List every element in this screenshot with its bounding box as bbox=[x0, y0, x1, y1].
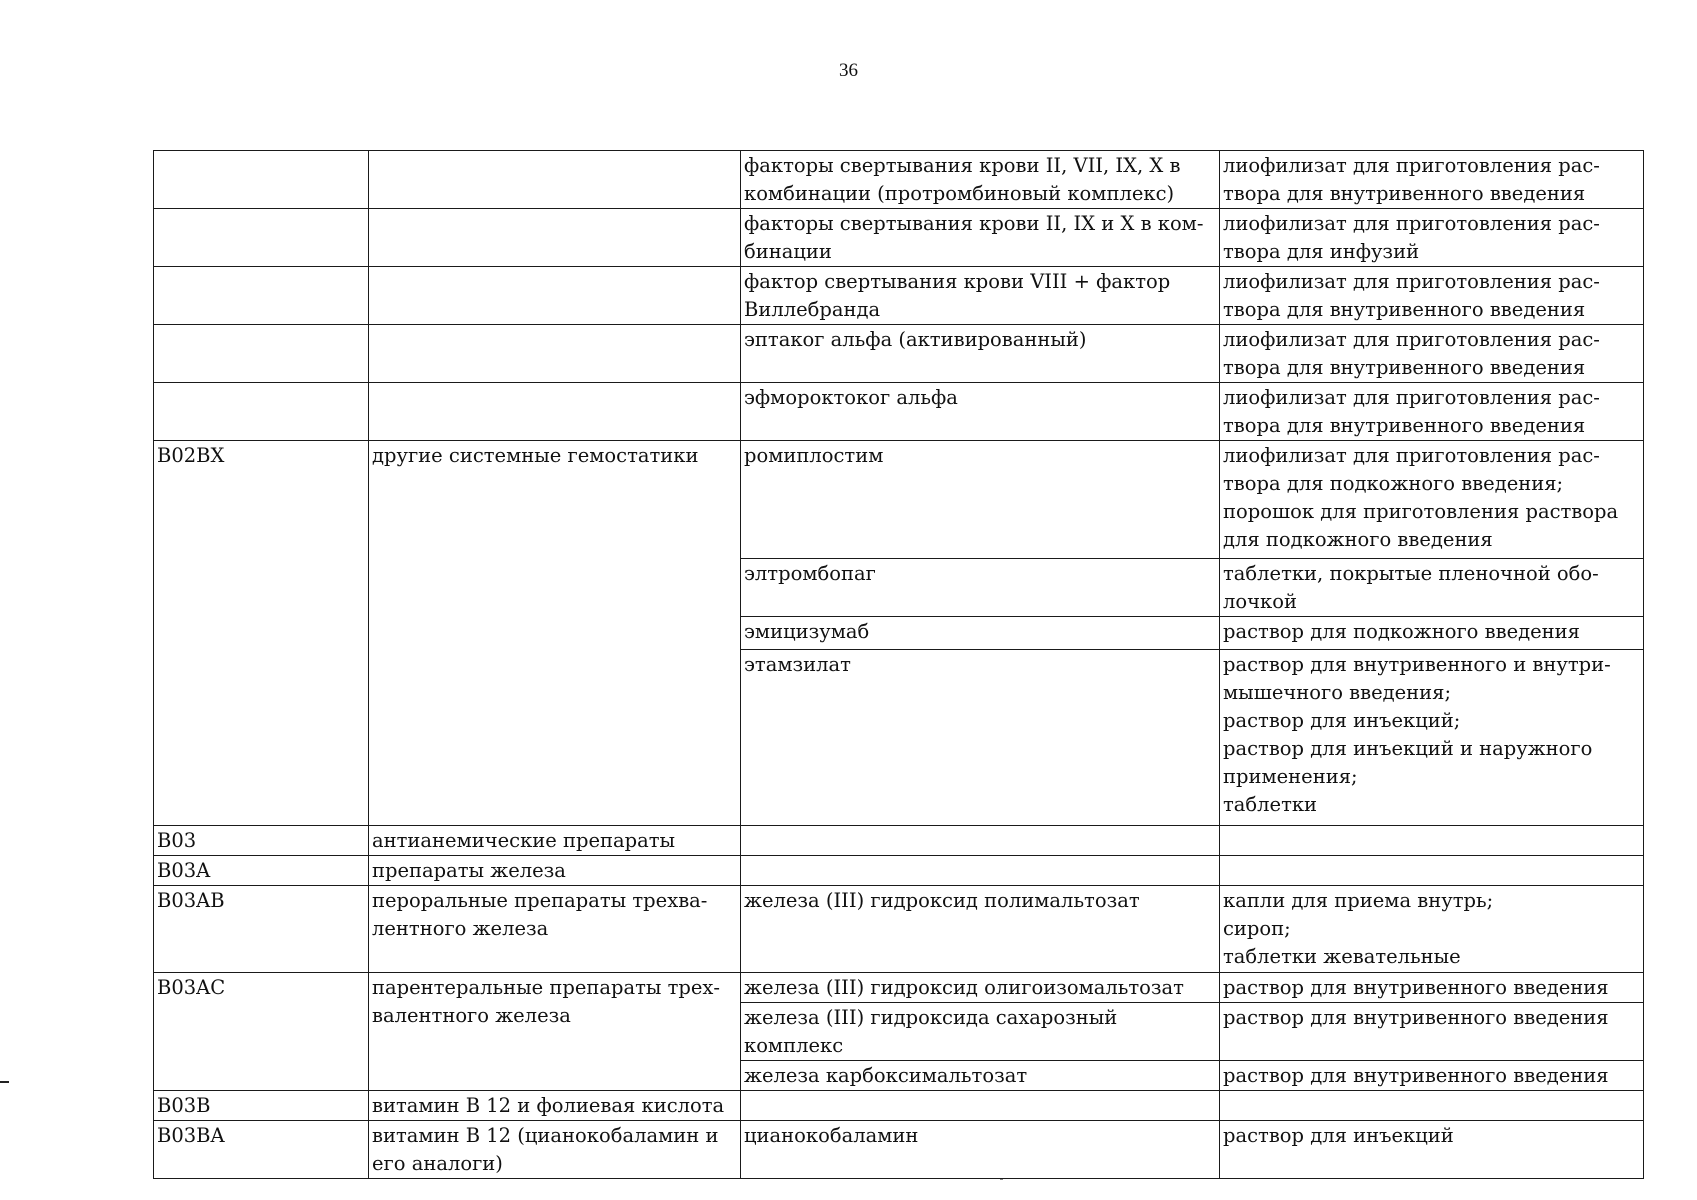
pharmacological-group-cell: витамин B 12 (цианокобаламин и его аналоги) bbox=[369, 1121, 741, 1179]
dosage-form-cell bbox=[1220, 826, 1644, 856]
dosage-form-cell: лиофилизат для приготовления рас- твора для внутривенного введения bbox=[1220, 267, 1644, 325]
table-row bbox=[154, 383, 1644, 441]
atc-code-cell: B03 bbox=[154, 826, 369, 856]
dosage-form-cell: лиофилизат для приготовления рас- твора для внутривенного введения bbox=[1220, 383, 1644, 441]
dosage-form-cell: лиофилизат для приготовления рас- твора для внутривенного введения bbox=[1220, 325, 1644, 383]
substance-cell: элтромбопаг bbox=[741, 559, 1220, 617]
page-number: 36 bbox=[839, 60, 858, 81]
dosage-form-cell: лиофилизат для приготовления рас- твора для подкожного введения; порошок для приготовления раствора для подкожного введения bbox=[1220, 441, 1644, 559]
pharmacological-group-cell: препараты железа bbox=[369, 856, 741, 886]
dosage-form-cell: раствор для инъекций bbox=[1220, 1121, 1644, 1179]
dosage-form-cell: лиофилизат для приготовления рас- твора для инфузий bbox=[1220, 209, 1644, 267]
dosage-form-cell bbox=[1220, 856, 1644, 886]
substance-cell bbox=[741, 856, 1220, 886]
pharmacological-group-cell bbox=[369, 267, 741, 325]
substance-cell: эмицизумаб bbox=[741, 617, 1220, 650]
substance-cell: эфмороктоког альфа bbox=[741, 383, 1220, 441]
pharmacological-group-cell bbox=[369, 151, 741, 209]
atc-code-cell: B03B bbox=[154, 1091, 369, 1121]
scan-artifact-mark bbox=[0, 1081, 9, 1083]
pharmacological-group-cell: антианемические препараты bbox=[369, 826, 741, 856]
table-row bbox=[154, 151, 1644, 209]
dosage-form-cell: раствор для внутривенного и внутри- мышечного введения; раствор для инъекций; раствор для инъекций и наружного применения; таблетки bbox=[1220, 650, 1644, 826]
substance-cell: железа (III) гидроксид полимальтозат bbox=[741, 886, 1220, 973]
table-row bbox=[154, 886, 1644, 973]
dosage-form-cell: лиофилизат для приготовления рас- твора для внутривенного введения bbox=[1220, 151, 1644, 209]
dosage-form-cell bbox=[1220, 1091, 1644, 1121]
dosage-form-cell: раствор для внутривенного введения bbox=[1220, 1003, 1644, 1061]
dosage-form-cell: раствор для внутривенного введения bbox=[1220, 973, 1644, 1003]
atc-code-cell: B03BA bbox=[154, 1121, 369, 1179]
atc-code-cell: B02BX bbox=[154, 441, 369, 826]
table-row bbox=[154, 267, 1644, 325]
pharmacological-group-cell bbox=[369, 383, 741, 441]
pharmacological-group-cell: другие системные гемостатики bbox=[369, 441, 741, 826]
dosage-form-cell: капли для приема внутрь; сироп; таблетки жевательные bbox=[1220, 886, 1644, 973]
table-row bbox=[154, 856, 1644, 886]
pharmacological-group-cell: пероральные препараты трехва- лентного железа bbox=[369, 886, 741, 973]
dosage-form-cell: таблетки, покрытые пленочной обо- лочкой bbox=[1220, 559, 1644, 617]
substance-cell: фактор свертывания крови VIII + фактор Виллебранда bbox=[741, 267, 1220, 325]
substance-cell: железа карбоксимальтозат bbox=[741, 1061, 1220, 1091]
pharmacological-group-cell: парентеральные препараты трех- валентного железа bbox=[369, 973, 741, 1091]
table-row bbox=[154, 1121, 1644, 1179]
substance-cell: цианокобаламин bbox=[741, 1121, 1220, 1179]
substance-cell bbox=[741, 1091, 1220, 1121]
atc-code-cell: B03AB bbox=[154, 886, 369, 973]
pharmacological-group-cell bbox=[369, 325, 741, 383]
table-body bbox=[154, 151, 1644, 1179]
substance-cell: железа (III) гидроксид олигоизомальтозат bbox=[741, 973, 1220, 1003]
substance-cell: факторы свертывания крови II, VII, IX, X в комбинации (протромбиновый комплекс) bbox=[741, 151, 1220, 209]
table-row bbox=[154, 973, 1644, 1003]
dosage-form-cell: раствор для внутривенного введения bbox=[1220, 1061, 1644, 1091]
pharmacological-group-cell bbox=[369, 209, 741, 267]
table-row bbox=[154, 441, 1644, 559]
atc-code-cell bbox=[154, 267, 369, 325]
atc-code-cell bbox=[154, 209, 369, 267]
atc-code-cell bbox=[154, 151, 369, 209]
substance-cell: ромиплостим bbox=[741, 441, 1220, 559]
table-row bbox=[154, 209, 1644, 267]
atc-code-cell: B03AC bbox=[154, 973, 369, 1091]
substance-cell bbox=[741, 826, 1220, 856]
table-row bbox=[154, 826, 1644, 856]
substance-cell: этамзилат bbox=[741, 650, 1220, 826]
pharmacological-group-cell: витамин B 12 и фолиевая кислота bbox=[369, 1091, 741, 1121]
substance-cell: железа (III) гидроксида сахарозный комплекс bbox=[741, 1003, 1220, 1061]
dosage-form-cell: раствор для подкожного введения bbox=[1220, 617, 1644, 650]
drug-classification-table bbox=[153, 150, 1644, 1179]
substance-cell: эптаког альфа (активированный) bbox=[741, 325, 1220, 383]
table-row bbox=[154, 1091, 1644, 1121]
atc-code-cell bbox=[154, 383, 369, 441]
atc-code-cell bbox=[154, 325, 369, 383]
atc-code-cell: B03A bbox=[154, 856, 369, 886]
substance-cell: факторы свертывания крови II, IX и X в ком- бинации bbox=[741, 209, 1220, 267]
table-row bbox=[154, 325, 1644, 383]
